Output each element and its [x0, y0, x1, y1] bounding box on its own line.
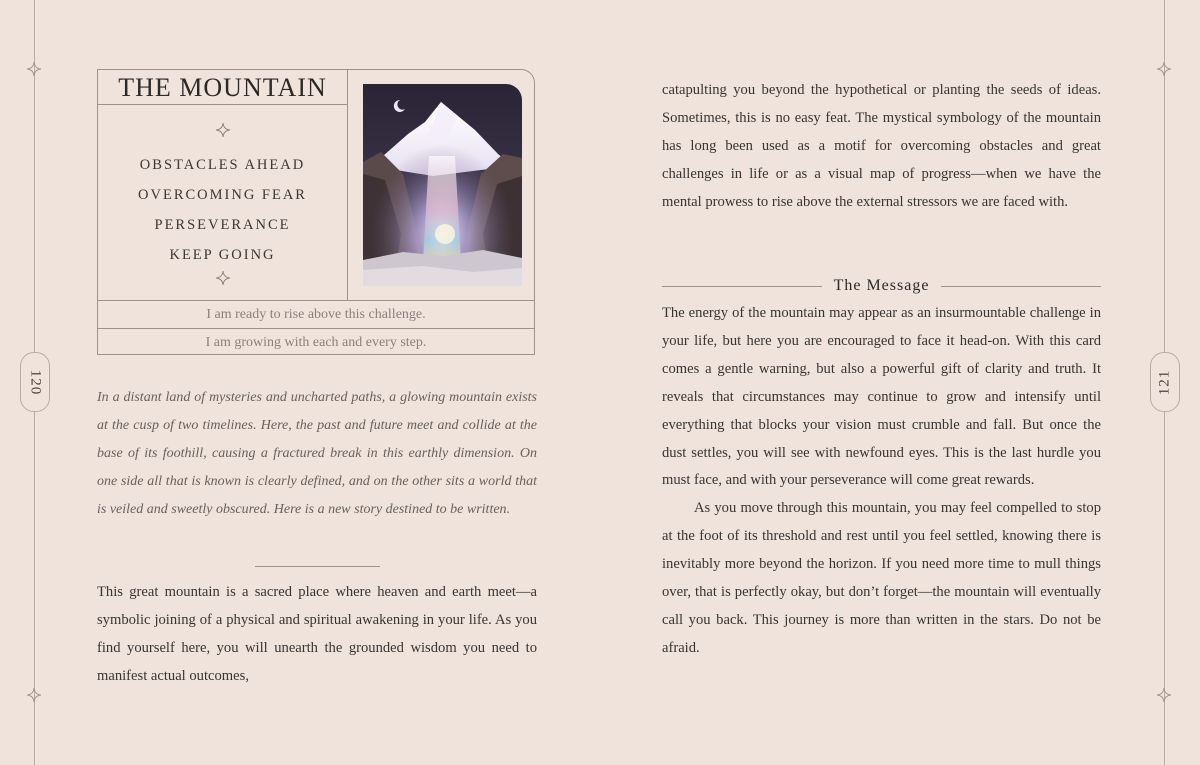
heading-rule-left	[662, 286, 822, 287]
sparkle-icon	[1157, 688, 1171, 702]
affirmation-text: I am ready to rise above this challenge.	[206, 307, 426, 322]
page-number-right-text: 121	[1156, 369, 1173, 395]
keyword: OVERCOMING FEAR	[138, 187, 307, 203]
intro-paragraph	[662, 77, 1101, 217]
intro-text: catapulting you beyond the hypothetical or planting the seeds of ideas. Sometimes, this is no easy feat. The mystical symbology of the mountain has long been used as a motif for overcoming obstacles and great challenges in life or as a visual map of progress—when we have the mental prowess to rise above the external stressors we are faced with.	[662, 82, 1101, 210]
sparkle-icon	[1157, 62, 1171, 76]
keyword: PERSEVERANCE	[154, 217, 291, 233]
mountain-illustration	[363, 84, 522, 286]
heading-rule-right	[941, 286, 1101, 287]
story-paragraph: In a distant land of mysteries and uncharted paths, a glowing mountain exists at the cusp of two timelines. Here, the past and future meet and collide at the base of its foothill, causing a fractured break in this earthly dimension. On one side all that is known is clearly defined, and on the other sits a world that is veiled and sweetly obscured. Here is a new story destined to be written.	[97, 390, 537, 517]
card-panel	[97, 69, 535, 355]
sparkle-icon	[27, 688, 41, 702]
body-paragraph-left	[97, 579, 537, 691]
page-number-left	[20, 352, 50, 412]
affirmation-text: I am growing with each and every step.	[205, 335, 427, 350]
affirmation-row	[98, 328, 534, 356]
sparkle-icon	[216, 271, 230, 285]
keyword: OBSTACLES AHEAD	[139, 157, 306, 173]
page-number-right	[1150, 352, 1180, 412]
keyword-list	[98, 150, 347, 270]
message-paragraph-2: As you move through this mountain, you may feel compelled to stop at the foot of its threshold and rest until you feel settled, knowing there is inevitably more beyond the horizon. If you need more time to mull things over, that is perfectly okay, but don’t forget—the mountain will eventually call you back. This journey is more than written in the stars. Do not be afraid.	[662, 500, 1101, 656]
message-heading-text: The Message	[833, 277, 930, 294]
card-title: THE MOUNTAIN	[98, 70, 347, 105]
sparkle-icon	[27, 62, 41, 76]
keyword: KEEP GOING	[169, 247, 276, 263]
affirmation-row	[98, 300, 534, 328]
card-keywords-panel	[98, 70, 348, 300]
page-number-left-text: 120	[27, 369, 44, 395]
body-text: This great mountain is a sacred place where heaven and earth meet—a symbolic joining of a physical and spiritual awakening in your life. As you find yourself here, you will unearth the grounded wisdom you need to manifest actual outcomes,	[97, 584, 537, 684]
section-divider	[255, 566, 380, 567]
message-body	[662, 300, 1101, 663]
sparkle-icon	[216, 123, 230, 137]
message-heading	[662, 274, 1101, 298]
message-paragraph-1: The energy of the mountain may appear as an insurmountable challenge in your life, but here you are encouraged to face it head-on. With this card comes a gentle warning, but also a powerful gift of clarity and truth. It reveals that circumstances may continue to grow and intensify until everything that blocks your vision must crumble and fall. But once the dust settles, you will see with newfound eyes. This is the last hurdle you must face, and with your perseverance will come great rewards.	[662, 305, 1101, 489]
